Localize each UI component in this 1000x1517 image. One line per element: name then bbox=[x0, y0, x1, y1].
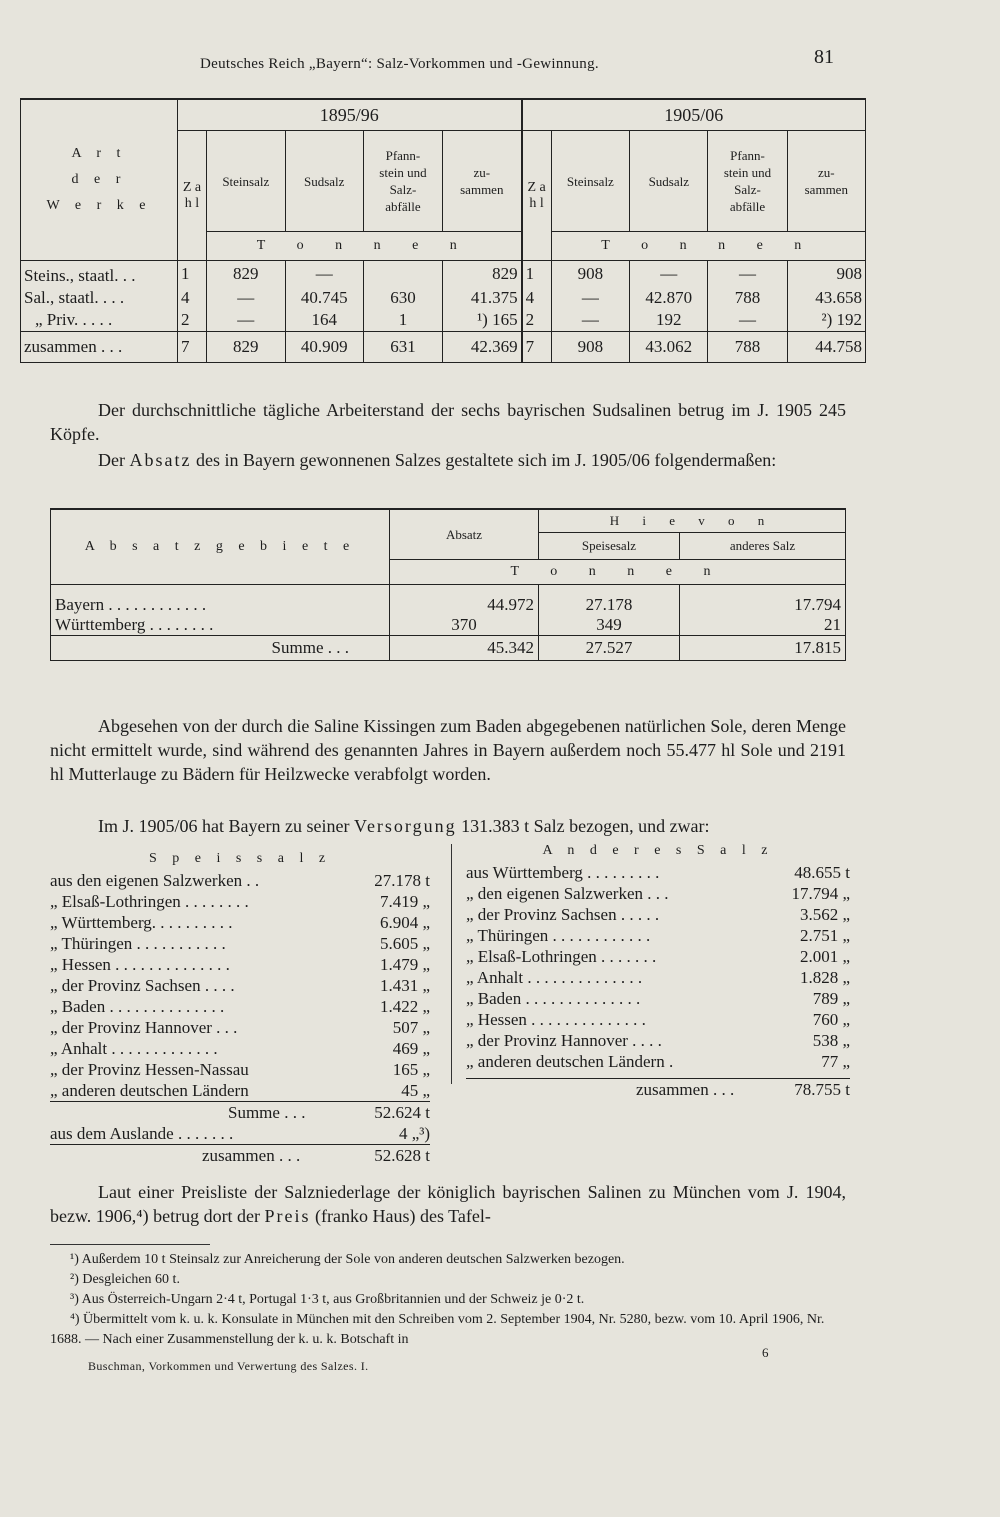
col-steinsalz-2: Steinsalz bbox=[551, 131, 630, 232]
list-item: „ der Provinz Sachsen . . . . 1.431 „ bbox=[50, 976, 430, 995]
list-item: „ anderen deutschen Ländern 45 „ bbox=[50, 1081, 430, 1100]
list-item: „ der Provinz Sachsen . . . . . 3.562 „ bbox=[466, 905, 850, 924]
footnote-1: ¹) Außerdem 10 t Steinsalz zur Anreicherung der Sole von anderen deutschen Salzwerken bezogen. bbox=[70, 1252, 625, 1267]
table-row: Bayern . . . . . . . . . . . . 44.972 27.178 17.794 bbox=[51, 585, 846, 616]
list-zusammen: zusammen . . . 52.628 t bbox=[50, 1144, 430, 1166]
unit-tonnen: T o n n e n bbox=[207, 232, 522, 261]
list-item: „ Hessen . . . . . . . . . . . . . . 1.479 „ bbox=[50, 955, 430, 974]
list-item: „ Anhalt . . . . . . . . . . . . . . 1.828 „ bbox=[466, 968, 850, 987]
footnote-4: ⁴) Übermittelt vom k. u. k. Konsulate in München mit den Schreiben vom 2. September 1904, Nr. 5280, bezw. vom 10. April 1906, Nr. 1688. — Nach einer Zusammenstellung der k. u. k. Botschaft in bbox=[50, 1312, 825, 1347]
production-table bbox=[20, 98, 866, 363]
col-steinsalz: Steinsalz bbox=[207, 131, 286, 232]
col-sudsalz: Sudsalz bbox=[285, 131, 363, 232]
list-item: „ der Provinz Hannover . . . . 538 „ bbox=[466, 1031, 850, 1050]
table-sum-row: Summe . . . 45.342 27.527 17.815 bbox=[51, 636, 846, 661]
col-zusammen: zu- sammen bbox=[443, 131, 522, 232]
list-item: „ Württemberg. . . . . . . . . . 6.904 „ bbox=[50, 913, 430, 932]
paragraph-versorgung: Im J. 1905/06 hat Bayern zu seiner Versorgung 131.383 t Salz bezogen, und zwar: bbox=[98, 816, 710, 836]
running-head: Deutsches Reich „Bayern“: Salz-Vorkommen und -Gewinnung. bbox=[200, 56, 599, 72]
table-row: Steins., staatl. . . 1 829 — 829 1 908 — — 908 bbox=[21, 261, 866, 288]
page-number: 81 bbox=[814, 46, 834, 68]
table-row: Württemberg . . . . . . . . 370 349 21 bbox=[51, 615, 846, 636]
list-item: „ der Provinz Hannover . . . 507 „ bbox=[50, 1018, 430, 1037]
list-summe: Summe . . . 52.624 t bbox=[50, 1101, 430, 1123]
col-pfannstein-2: Pfann- stein und Salz- abfälle bbox=[708, 131, 787, 232]
col-anderes-salz: anderes Salz bbox=[680, 533, 846, 560]
list-item: „ Anhalt . . . . . . . . . . . . . 469 „ bbox=[50, 1039, 430, 1058]
col-absatz: Absatz bbox=[390, 509, 539, 560]
col-pfannstein: Pfann- stein und Salz- abfälle bbox=[363, 131, 442, 232]
list-zusammen: zusammen . . . 78.755 t bbox=[466, 1078, 850, 1100]
list-item: „ Elsaß-Lothringen . . . . . . . 2.001 „ bbox=[466, 947, 850, 966]
table-row: Sal., staatl. . . . 4 — 40.745 630 41.375 4 — 42.870 788 43.658 bbox=[21, 287, 866, 309]
list-item: „ den eigenen Salzwerken . . . 17.794 „ bbox=[466, 884, 850, 903]
anderes-salz-list bbox=[466, 840, 850, 1100]
absatz-table bbox=[50, 508, 846, 661]
paragraph-kissingen: Abgesehen von der durch die Saline Kissingen zum Baden abgegebenen natürlichen Sole, deren Menge nicht ermittelt wurde, sind während des genannten Jahres in Bayern außerdem noch 55.477 hl Sole und 2191 hl Mutterlauge zu Bädern für Heilzwecke verabfolgt worden. bbox=[50, 716, 846, 784]
list-item: „ Baden . . . . . . . . . . . . . . 789 „ bbox=[466, 989, 850, 1008]
list-item: „ Thüringen . . . . . . . . . . . . 2.751 „ bbox=[466, 926, 850, 945]
list-item: „ der Provinz Hessen-Nassau 165 „ bbox=[50, 1060, 430, 1079]
list-item: „ anderen deutschen Ländern . 77 „ bbox=[466, 1052, 850, 1071]
paragraph-preis: Laut einer Preisliste der Salzniederlage der königlich bayrischen Salinen zu München vom J. 1904, bezw. 1906,⁴) betrug dort der Preis (franko Haus) des Tafel- bbox=[50, 1182, 846, 1226]
footer-signature: Buschman, Vorkommen und Verwertung des Salzes. I. bbox=[88, 1359, 369, 1373]
list-item: „ Hessen . . . . . . . . . . . . . . 760 „ bbox=[466, 1010, 850, 1029]
zahl-header-2: Z a h l bbox=[522, 131, 552, 261]
list-item: „ Thüringen . . . . . . . . . . . 5.605 „ bbox=[50, 934, 430, 953]
speisesalz-list bbox=[50, 848, 430, 1166]
period-header-1: 1895/96 bbox=[178, 99, 522, 131]
list-item: „ Baden . . . . . . . . . . . . . . 1.422 „ bbox=[50, 997, 430, 1016]
unit-tonnen-2: T o n n e n bbox=[551, 232, 865, 261]
anderes-salz-heading: A n d e r e s S a l z bbox=[542, 843, 774, 858]
col-hievon: H i e v o n bbox=[539, 509, 846, 533]
paragraph-absatz: Der Absatz des in Bayern gewonnenen Salzes gestaltete sich im J. 1905/06 folgendermaßen: bbox=[98, 450, 777, 470]
paragraph-arbeiterstand: Der durchschnittliche tägliche Arbeiterstand der sechs bayrischen Sudsalinen betrug im J. 1905 245 Köpfe. bbox=[50, 400, 846, 444]
table-row: „ Priv. . . . . 2 — 164 1 ¹) 165 2 — 192 — ²) 192 bbox=[21, 309, 866, 332]
footnote-3: ³) Aus Österreich-Ungarn 2·4 t, Portugal 1·3 t, aus Großbritannien und der Schweiz je 0·2 t. bbox=[70, 1292, 585, 1307]
signature-number: 6 bbox=[762, 1345, 769, 1360]
speisesalz-heading: S p e i s s a l z bbox=[148, 851, 332, 866]
list-ausland: aus dem Auslande . . . . . . . 4 „³) bbox=[50, 1124, 430, 1143]
absatzgebiete-header: A b s a t z g e b i e t e bbox=[51, 509, 390, 585]
art-der-werke-header: A r t d e r W e r k e bbox=[21, 99, 178, 261]
col-zusammen-2: zu- sammen bbox=[787, 131, 865, 232]
list-item: aus Württemberg . . . . . . . . . 48.655 t bbox=[466, 863, 850, 882]
footnote-2: ²) Desgleichen 60 t. bbox=[70, 1272, 180, 1287]
unit-tonnen: T o n n e n bbox=[390, 560, 846, 585]
period-header-2: 1905/06 bbox=[522, 99, 866, 131]
list-item: „ Elsaß-Lothringen . . . . . . . . 7.419 „ bbox=[50, 892, 430, 911]
footnote-rule bbox=[50, 1244, 210, 1245]
col-sudsalz-2: Sudsalz bbox=[630, 131, 708, 232]
list-item: aus den eigenen Salzwerken . . 27.178 t bbox=[50, 871, 430, 890]
col-speisesalz: Speisesalz bbox=[539, 533, 680, 560]
table-sum-row: zusammen . . . 7 829 40.909 631 42.369 7 908 43.062 788 44.758 bbox=[21, 332, 866, 363]
zahl-header: Z a h l bbox=[178, 131, 207, 261]
column-divider bbox=[451, 844, 452, 1084]
